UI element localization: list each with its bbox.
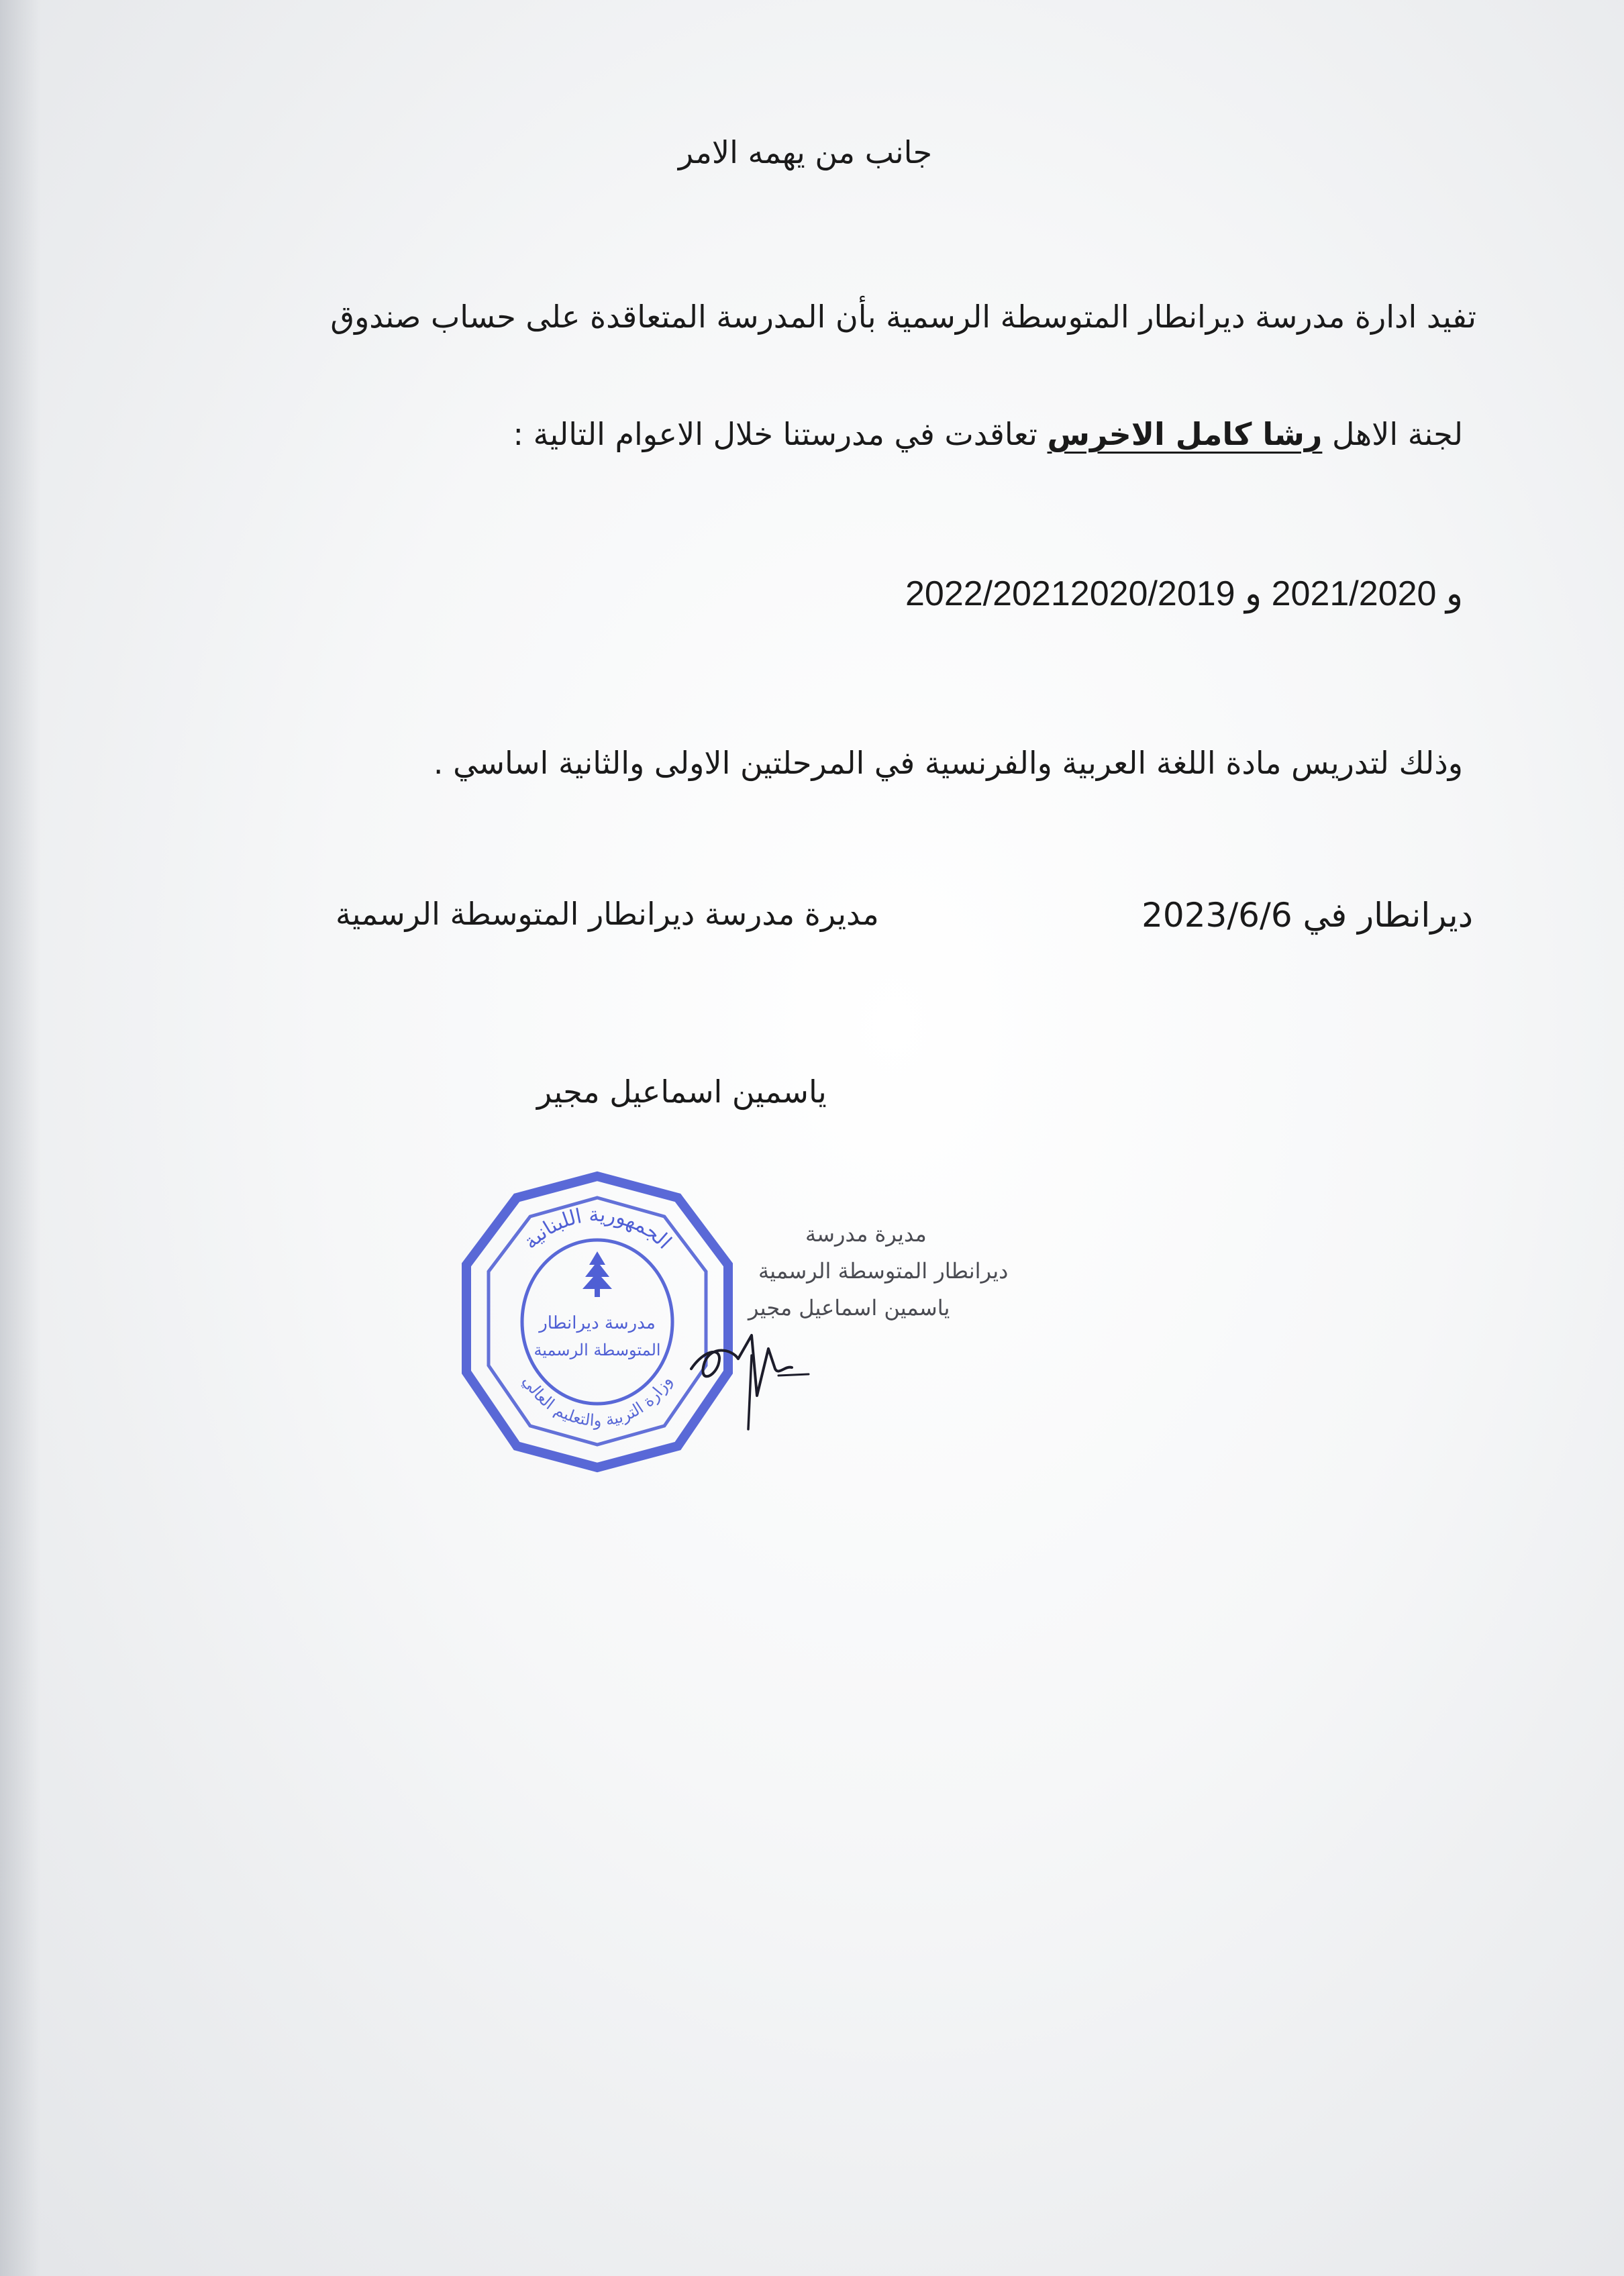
svg-text:وزارة التربية والتعليم العالي — [519, 1372, 676, 1430]
document-heading — [0, 134, 1624, 170]
years-line: 2022/2021و 2021/2020 و 2020/2019 — [905, 574, 1463, 613]
seal-inner-line-1: مدرسة ديرانطار — [539, 1313, 656, 1333]
stamp-line-3: ياسمين اسماعيل مجير — [748, 1295, 950, 1321]
heading-text: جانب من يهمه الامر — [678, 134, 933, 170]
signer-name: ياسمين اسماعيل مجير — [537, 1074, 827, 1110]
director-title: مديرة مدرسة ديرانطار المتوسطة الرسمية — [336, 896, 879, 932]
paragraph-line-2 — [513, 416, 1463, 452]
page-shadow — [0, 0, 40, 2276]
line2-suffix: تعاقدت في مدرستنا خلال الاعوام التالية : — [513, 416, 1037, 452]
signature-icon — [678, 1308, 825, 1436]
paragraph-line-4: وذلك لتدريس مادة اللغة العربية والفرنسية في المرحلتين الاولى والثانية اساسي . — [433, 745, 1463, 781]
paragraph-line-1: تفيد ادارة مدرسة ديرانطار المتوسطة الرسمية بأن المدرسة المتعاقدة على حساب صندوق — [330, 299, 1476, 335]
date-line: ديرانطار في 2023/6/6 — [1141, 896, 1473, 935]
cedar-icon — [582, 1251, 612, 1297]
seal-inner-line-2: المتوسطة الرسمية — [534, 1341, 661, 1359]
stamp-line-1: مديرة مدرسة — [805, 1221, 927, 1247]
stamp-line-2: ديرانطار المتوسطة الرسمية — [758, 1258, 1009, 1284]
svg-text:الجمهورية اللبنانية — [519, 1203, 676, 1254]
seal-outer-text: الجمهورية اللبنانية — [519, 1202, 676, 1254]
line2-prefix: لجنة الاهل — [1322, 416, 1463, 452]
seal-bottom-text: وزارة التربية والتعليم العالي — [519, 1372, 676, 1431]
teacher-name: رشا كامل الاخرس — [1047, 416, 1323, 452]
